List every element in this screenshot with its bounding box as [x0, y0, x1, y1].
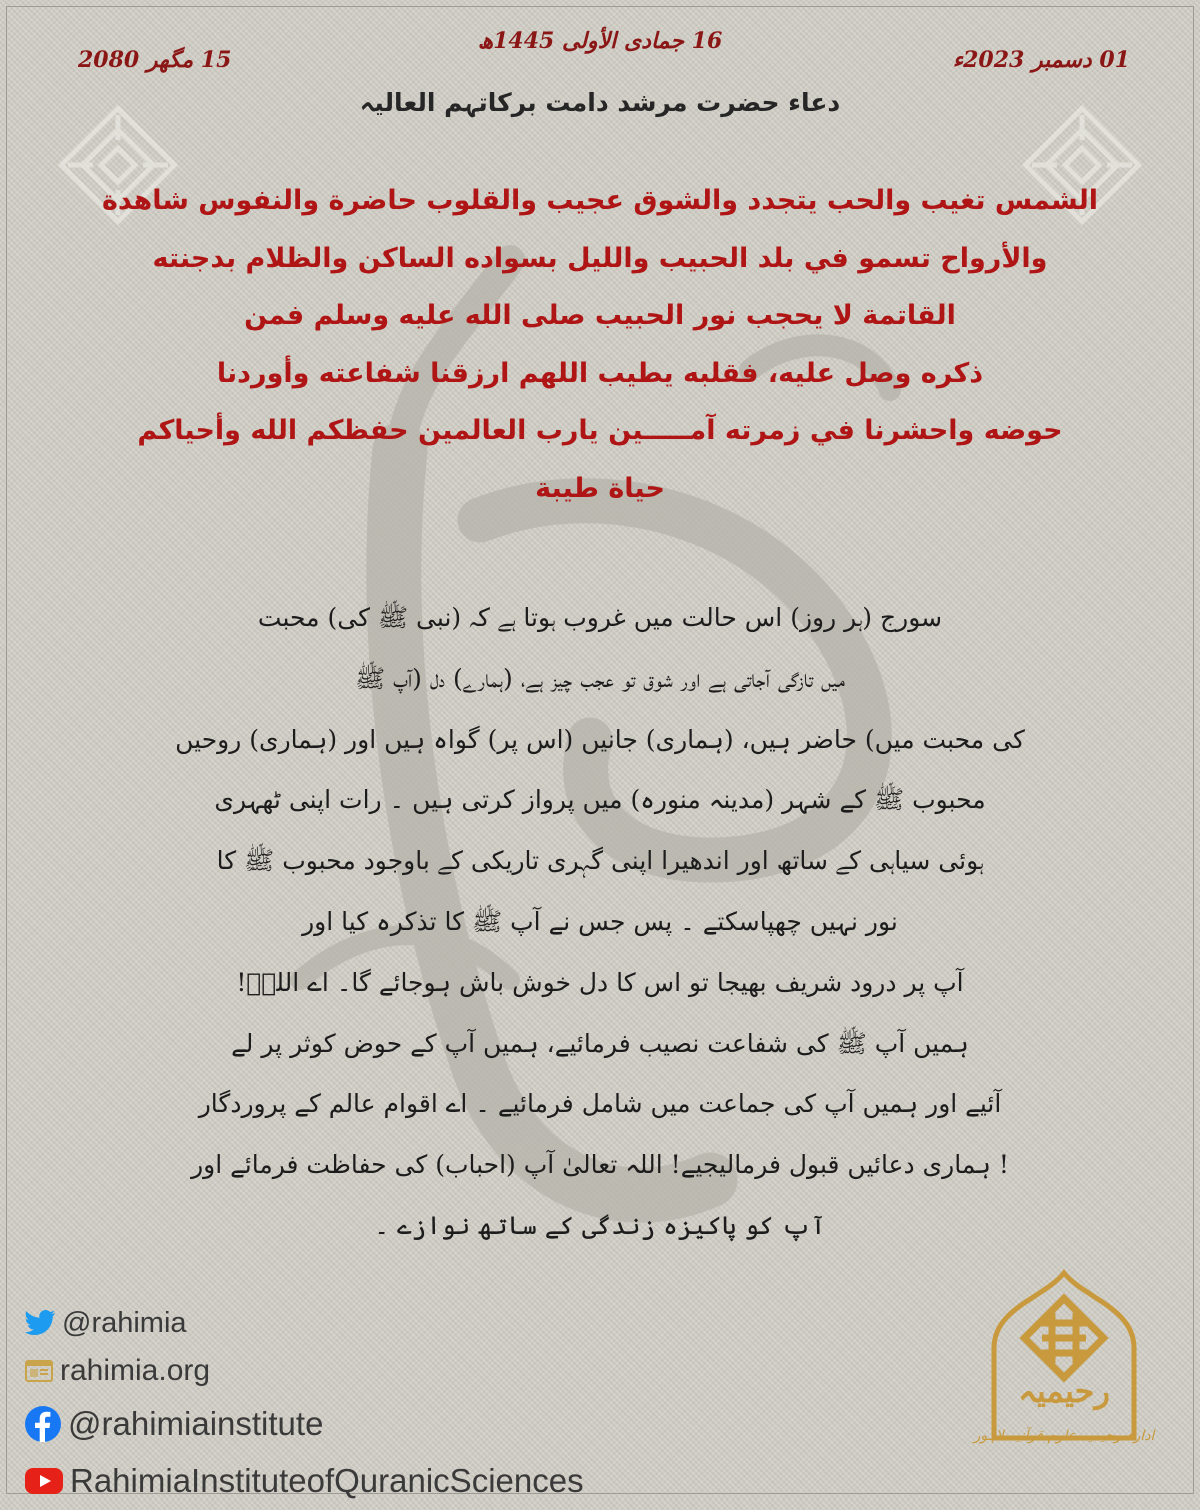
arabic-line: حياة طيبة — [535, 472, 665, 504]
gregorian-date: 01 دسمبر 2023ء — [952, 47, 1130, 73]
facebook-link[interactable] — [24, 1396, 584, 1452]
twitter-icon — [24, 1309, 56, 1337]
logo-name: رحیمیہ — [1018, 1372, 1110, 1410]
bikrami-date: 15 مگھر 2080 — [78, 47, 232, 73]
youtube-icon — [24, 1467, 64, 1495]
arabic-line: والأرواح تسمو في بلد الحبيب والليل بسواده الساكن والظلام بدجنته — [152, 242, 1048, 274]
urdu-line: آئیے اور ہمیں آپ کی جماعت میں شامل فرمائیے ۔ اے اقوام عالم کے پروردگار — [198, 1089, 1002, 1119]
urdu-translation-text — [160, 588, 1040, 1257]
urdu-line: ! ہماری دعائیں قبول فرمالیجیے! اللہ تعالیٰ آپ (احباب) کی حفاظت فرمائے اور — [191, 1150, 1009, 1180]
arabic-line: حوضه واحشرنا في زمرته آمـــــين يارب العالمين حفظكم الله وأحياكم — [137, 415, 1063, 446]
urdu-line: ہمیں آپ ﷺ کی شفاعت نصیب فرمائیے، ہمیں آپ کے حوض کوثر پر لے — [231, 1028, 969, 1058]
hijri-date: 16 جمادی الأولی 1445ھ — [477, 28, 723, 54]
arabic-line: القاتمة لا يحجب نور الحبيب صلى الله عليه وسلم فمن — [244, 300, 956, 331]
urdu-line: آپ پر درود شریف بھیجا تو اس کا دل خوش باش ہوجائے گا۔ اے اللہؐ! — [236, 967, 964, 997]
arabic-line: ذكره وصل عليه، فقلبه يطيب اللهم ارزقنا شفاعته وأوردنا — [216, 357, 984, 389]
urdu-line: محبوب ﷺ کے شہر (مدینہ منورہ) میں پرواز کرتی ہیں ۔ رات اپنی ٹھہری — [214, 785, 986, 815]
website-url: rahimia.org — [60, 1354, 211, 1387]
urdu-line: کی محبت میں) حاضر ہیں، (ہماری) جانیں (اس پر) گواہ ہیں اور (ہماری) روحیں — [175, 724, 1025, 754]
twitter-handle: @rahimia — [62, 1306, 187, 1339]
urdu-line: سورج (ہر روز) اس حالت میں غروب ہوتا ہے کہ (نبی ﷺ کی) محبت — [257, 603, 943, 632]
urdu-line: آپ کو پاکیزہ زندگی کے ساتھ نوازے ۔ — [374, 1210, 826, 1240]
urdu-line: نور نہیں چھپاسکتے ۔ پس جس نے آپ ﷺ کا تذکرہ کیا اور — [302, 906, 898, 936]
social-links — [24, 1300, 584, 1510]
logo-subtitle: ادارہ رحیمیہ علوم قرآنیہ لاہور — [973, 1428, 1155, 1444]
facebook-handle: @rahimiainstitute — [68, 1405, 324, 1442]
arabic-prayer-text — [55, 172, 1145, 517]
urdu-line: ہوئی سیاہی کے ساتھ اور اندھیرا اپنی گہری تاریکی کے باوجود محبوب ﷺ کا — [216, 846, 984, 876]
facebook-icon — [24, 1405, 62, 1443]
youtube-channel: RahimiaInstituteofQuranicSciences — [70, 1462, 584, 1499]
youtube-link[interactable] — [24, 1452, 584, 1510]
website-link[interactable] — [24, 1346, 584, 1396]
rahimia-logo — [964, 1268, 1164, 1496]
twitter-link[interactable] — [24, 1300, 584, 1346]
page-heading: دعاء حضرت مرشد دامت برکاتہم العالیہ — [359, 88, 841, 117]
urdu-line: میں تازگی آجاتی ہے اور شوق تو عجب چیز ہے، (ہمارے) دل (آپ ﷺ — [355, 663, 845, 693]
web-icon — [24, 1358, 54, 1384]
arabic-line: الشمس تغيب والحب يتجدد والشوق عجيب والقلوب حاضرة والنفوس شاهدة — [101, 185, 1099, 216]
